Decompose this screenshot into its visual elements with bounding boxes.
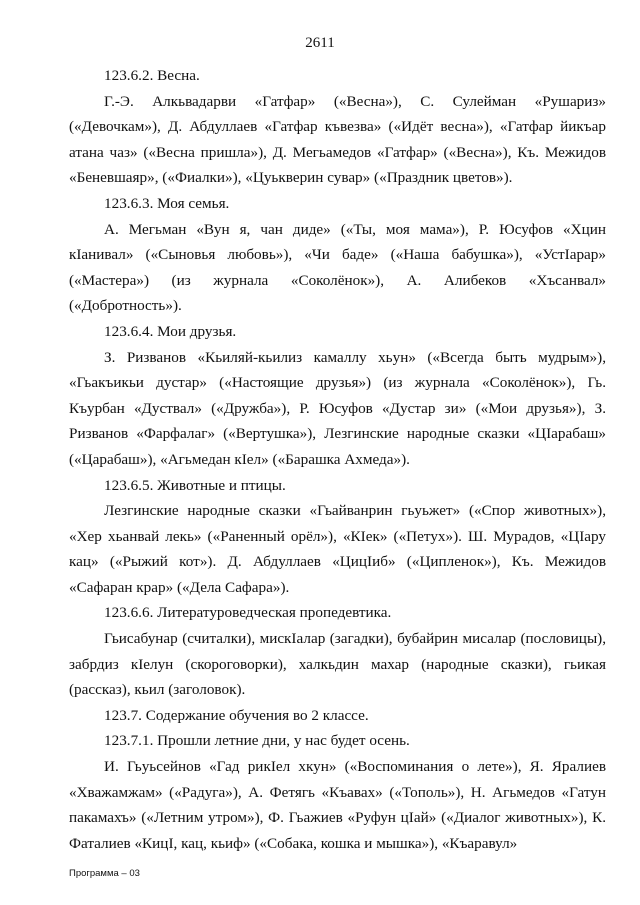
body-paragraph: З. Ризванов «Кьиляй-кьилиз камаллу хьун» («Всегда быть мудрым»), «Гьакъикьи дустар» («Настоящие друзья») (из журнала «Соколёнок»), Гь. Къурбан «Дуствал» («Дружба»), Р. Юсуфов «Дустар зи» («Мои друзья»), З. Ризванов «Фарфалаг» («Вертушка»), Лезгинские народные сказки «ЦIарабаш» («Царабаш»), «Агьмедан кIел» («Барашка Ахмеда»). [69, 348, 606, 468]
section-heading: 123.6.5. Животные и птицы. [104, 476, 286, 494]
body-paragraph: Лезгинские народные сказки «Гьайванрин гьуьжет» («Спор животных»), «Хер хьанвай лекь» («Раненный орёл»), «КIек» («Петух»). Ш. Мурадов, «ЦIару кац» («Рыжий кот»). Д. Абдуллаев «ЦицIиб» («Ципленок»), Къ. Межидов «Сафаран крар» («Дела Сафара»). [69, 502, 606, 596]
body-paragraph: А. Мегьман «Вун я, чан диде» («Ты, моя мама»), Р. Юсуфов «Хцин кIанивал» («Сыновья любовь»), «Чи баде» («Наша бабушка»), «УстIарар» («Мастера») (из журнала «Соколёнок»), А. Алибеков «Хъсанвал» («Добротность»). [69, 220, 606, 315]
section-heading: 123.6.6. Литературоведческая пропедевтика. [104, 604, 392, 622]
section-heading: 123.7. Содержание обучения во 2 классе. [104, 706, 369, 724]
section-heading: 123.7.1. Прошли летние дни, у нас будет осень. [104, 732, 410, 750]
section-heading: 123.6.3. Моя семья. [104, 194, 230, 212]
body-paragraph: Г.-Э. Алкьвадарви «Гатфар» («Весна»), С. Сулейман «Рушариз» («Девочкам»), Д. Абдуллаев «Гатфар къвезва» («Идёт весна»), «Гатфар йикъар атана чаз» («Весна пришла»), Д. Мегьамедов «Гатфар» («Весна»), Къ. Межидов «Беневшаяр», («Фиалки»), «Цуькверин сувар» («Праздник цветов»). [69, 92, 606, 187]
body-paragraph: Гьисабунар (считалки), мискIалар (загадки), бубайрин мисалар (пословицы), забрдиз кIелун (скороговорки), халкьдин махар (народные сказки), гьикая (рассказ), кьил (заголовок). [69, 630, 606, 699]
body-paragraph: И. Гьуьсейнов «Гад рикIел хкун» («Воспоминания о лете»), Я. Яралиев «Хважамжам» («Радуга»), А. Фетягь «Къавах» («Тополь»), Н. Агьмедов «Гатун пакамахъ» («Летним утром»), Ф. Гьажиев «Руфун цIай» («Диалог животных»), К. Фаталиев «КицI, кац, кьиф» («Собака, кошка и мышка»), «Къаравул» [69, 758, 606, 852]
section-heading: 123.6.4. Мои друзья. [104, 322, 237, 340]
page-number: 2611 [305, 35, 335, 51]
footer-label: Программа – 03 [69, 868, 140, 879]
section-heading: 123.6.2. Весна. [104, 67, 200, 84]
document-body [69, 63, 606, 856]
